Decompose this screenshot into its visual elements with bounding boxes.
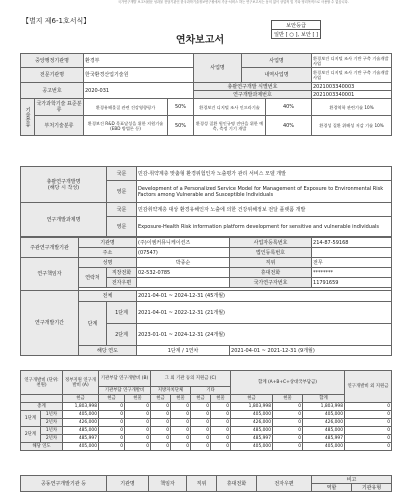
budget-cell-l2: 0 <box>171 419 191 427</box>
pi-name-label: 성명 <box>79 258 137 268</box>
budget-cell-l1: 0 <box>151 411 171 419</box>
budget-table <box>20 370 392 451</box>
budget-cell-l1: 0 <box>151 427 171 435</box>
h-cash-b: 현금 <box>99 395 125 403</box>
project-en-label: 영문 <box>107 217 137 237</box>
program-value: 환경보건 디지털 조사 기반 구축 기술개발사업 <box>312 54 392 68</box>
budget-cell-b1: 0 <box>99 435 125 443</box>
classification-side-label: 기술분류 <box>21 99 35 136</box>
researcher-no: 11791659 <box>312 278 392 288</box>
budget-total-header: 합계 (A+B+C+상대국부담금) <box>231 371 345 395</box>
budget-row <box>21 419 392 427</box>
budget-cell-t2: 0 <box>273 443 303 451</box>
budget-cell-t3: 405,000 <box>303 411 345 419</box>
period-total: 2021-04-01 ~ 2024-12-31 (45개월) <box>137 291 392 302</box>
project-ko: 민감취약계층 대상 환경유해인자 노출에 의한 건강위해정보 전달 플랫폼 개발 <box>137 203 392 217</box>
budget-cell-x: 0 <box>345 443 392 451</box>
budget-cell-l1: 0 <box>151 435 171 443</box>
agency-value: 한국환경산업기술원 <box>84 68 194 83</box>
budget-cell-b1: 0 <box>99 411 125 419</box>
national-class-2-pct: 40% <box>266 99 312 116</box>
email-label: 전자우편 <box>107 278 137 288</box>
contact-label: 연락처 <box>79 268 107 288</box>
notice-value: 2020-031 <box>84 83 194 99</box>
budget-etc-header: 기타 <box>191 387 231 395</box>
email <box>137 278 230 288</box>
budget-cell-e1: 0 <box>191 419 211 427</box>
budget-cell-t1: 426,000 <box>231 419 273 427</box>
budget-cell-l2: 0 <box>171 411 191 419</box>
budget-cell-t2: 0 <box>273 403 303 411</box>
copyright-notice: 국가연구개발 보고서원문 성과물 전담기관인 한국과학기술정보연구원에서 가공·서비스 하는 연구보고서는 동의 없이 상업적 및 기타 영리목적으로 사용할 수 없습니다. <box>118 0 349 4</box>
h-kind-b: 현물 <box>125 395 151 403</box>
budget-cell-b2: 0 <box>125 443 151 451</box>
biz-no: 214-87-59168 <box>312 238 392 248</box>
total-task-value: 2021003340003 <box>312 83 392 91</box>
ministry-value: 환경부 <box>84 54 194 68</box>
budget-cell-b2: 0 <box>125 403 151 411</box>
office-phone: 02-532-0785 <box>137 268 230 278</box>
national-class-label: 국가과학기술 표준분류 <box>35 99 84 116</box>
budget-year-cell: 해당 연도 <box>21 443 63 451</box>
budget-cell-t1: 1,803,998 <box>231 403 273 411</box>
period-label: 연구개발기간 <box>21 291 79 356</box>
budget-cell-x: 0 <box>345 435 392 443</box>
office-phone-label: 직장전화 <box>107 268 137 278</box>
budget-blank <box>21 395 63 403</box>
budget-cell-b1: 0 <box>99 427 125 435</box>
ministry-class-2-pct: 40% <box>266 116 312 136</box>
total-task-en: Development of a Personalized Service Model for Management of Exposure to Environmental Risk Factors among Vulnerable and Susceptible Individuals <box>137 181 392 203</box>
budget-cell-e2: 0 <box>211 427 231 435</box>
budget-group-cell: 2단계 <box>21 427 41 443</box>
joint-label: 공동연구개발기관 등 <box>21 476 107 492</box>
budget-cell-b2: 0 <box>125 419 151 427</box>
national-class-3: 환경역학 관련기술 10% <box>312 99 392 116</box>
budget-row <box>21 403 392 411</box>
org-name: (주)이엠커뮤니케이션즈 <box>137 238 230 248</box>
budget-group-cell: 총계 <box>21 403 63 411</box>
budget-cell-x: 0 <box>345 419 392 427</box>
mobile: ******** <box>312 268 392 278</box>
subprogram-label: 내역사업명 <box>242 68 312 83</box>
joint-col-position: 직위 <box>187 476 217 492</box>
year-period: 2021-04-01 ~ 2021-12-31 (9개월) <box>230 346 392 356</box>
task-label: 연구개발과제번호 <box>194 91 312 99</box>
budget-cell-t1: 485,997 <box>231 435 273 443</box>
budget-cell-t3: 405,000 <box>303 443 345 451</box>
joint-col-remark: 비고 <box>312 476 392 484</box>
national-class-1: 환경유해물질 관련 건강영향평가 <box>84 99 168 116</box>
joint-col-type: 기관유형 <box>352 484 392 492</box>
joint-col-lead: 책임자 <box>149 476 187 492</box>
budget-cell-t1: 405,000 <box>231 411 273 419</box>
ministry-class-label: 부처기술분류 <box>35 116 84 136</box>
budget-period-header: 연구개발비 (단위: 천원) <box>21 371 63 395</box>
budget-cell-t1: 485,000 <box>231 427 273 435</box>
budget-other-header: 그 외 기관 등의 지원금 (C) <box>151 371 231 387</box>
ministry-class-1: 환경보건 R&D 목표달성을 위한 지원기술(EBD 방법론 등) <box>84 116 168 136</box>
budget-cell-l2: 0 <box>171 443 191 451</box>
joint-col-role: 역할 <box>312 484 352 492</box>
budget-cell-a: 405,000 <box>63 411 99 419</box>
budget-cell-b1: 0 <box>99 443 125 451</box>
agency-label: 전문기관명 <box>21 68 84 83</box>
stage1-period: 2021-04-01 ~ 2022-12-31 (21개월) <box>137 302 392 324</box>
h-kind-l: 현물 <box>171 395 191 403</box>
budget-cell-l1: 0 <box>151 403 171 411</box>
budget-cell-b2: 0 <box>125 427 151 435</box>
pi-position-label: 직위 <box>230 258 312 268</box>
budget-cell-e2: 0 <box>211 443 231 451</box>
business-label: 사업명 <box>194 54 242 83</box>
overview-table <box>20 53 392 136</box>
budget-cell-x: 0 <box>345 403 392 411</box>
budget-inst-sub: 기관부담 연구개발비 <box>99 387 151 395</box>
budget-cell-t3: 485,000 <box>303 427 345 435</box>
budget-inst-header: 기관부담 연구개발비 (B) <box>99 371 151 387</box>
biz-no-label: 사업자등록번호 <box>230 238 312 248</box>
corp-no <box>312 248 392 258</box>
h-cash-e: 현금 <box>191 395 211 403</box>
corp-no-label: 법인등록번호 <box>230 248 312 258</box>
stage2-label: 2단계 <box>107 324 137 346</box>
org-label: 주관연구개발기관 <box>21 238 79 258</box>
budget-row <box>21 435 392 443</box>
task-value: 2021003340001 <box>312 91 392 99</box>
budget-year-cell: 1년차 <box>41 427 63 435</box>
budget-counter-header: 연구개발비 외 지원금 <box>345 371 392 403</box>
task-name-table <box>20 166 392 237</box>
h-kind-e: 현물 <box>211 395 231 403</box>
stage-label: 단계 <box>79 302 107 346</box>
budget-cell-a: 426,000 <box>63 419 99 427</box>
budget-cell-a: 1,803,998 <box>63 403 99 411</box>
budget-group-cell: 1단계 <box>21 411 41 427</box>
ministry-class-3: 환경성 질환 위해성 저감 기술 10% <box>312 116 392 136</box>
budget-cell-a: 485,000 <box>63 427 99 435</box>
budget-cell-t2: 0 <box>273 419 303 427</box>
org-pi-period-table <box>20 237 392 356</box>
budget-year-cell: 2년차 <box>41 419 63 427</box>
period-total-label: 전체 <box>79 291 137 302</box>
budget-cell-l1: 0 <box>151 443 171 451</box>
joint-col-mobile: 휴대전화 <box>217 476 257 492</box>
budget-cell-a: 485,997 <box>63 435 99 443</box>
ministry-class-2: 환경성 질환 원인규명 진단을 위한 예측, 측정 기기 개발 <box>194 116 266 136</box>
budget-row <box>21 427 392 435</box>
budget-cell-t2: 0 <box>273 411 303 419</box>
budget-cell-b2: 0 <box>125 435 151 443</box>
h-cash-a: 현금 <box>63 395 99 403</box>
budget-cell-e1: 0 <box>191 411 211 419</box>
budget-year-cell: 2년차 <box>41 435 63 443</box>
budget-cell-b1: 0 <box>99 403 125 411</box>
budget-cell-b2: 0 <box>125 411 151 419</box>
budget-cell-t3: 485,997 <box>303 435 345 443</box>
budget-cell-b1: 0 <box>99 419 125 427</box>
budget-cell-e1: 0 <box>191 403 211 411</box>
year-of: 1단계 / 1연차 <box>137 346 230 356</box>
budget-year-cell: 1년차 <box>41 411 63 419</box>
pi-label: 연구책임자 <box>21 258 79 291</box>
notice-label: 공고번호 <box>21 83 84 99</box>
budget-row <box>21 411 392 419</box>
subprogram-value: 환경보건 디지털 조사 기반 구축 기술개발사업 <box>312 68 392 83</box>
budget-cell-t2: 0 <box>273 435 303 443</box>
national-class-2: 환경보건 디지털 조사 인프라기술 <box>194 99 266 116</box>
total-task-label: 총괄연구개발 식별번호 <box>194 83 312 91</box>
budget-cell-e1: 0 <box>191 435 211 443</box>
budget-cell-t2: 0 <box>273 427 303 435</box>
budget-cell-e2: 0 <box>211 411 231 419</box>
pi-position: 전무 <box>312 258 392 268</box>
researcher-no-label: 국가연구자번호 <box>230 278 312 288</box>
security-level-box <box>271 20 321 39</box>
ministry-label: 중앙행정기관명 <box>21 54 84 68</box>
total-task-ko: 민감·취약계층 맞춤형 환경위험인자 노출평가 관리 서비스 모델 개발 <box>137 167 392 181</box>
project-name-label: 연구개발과제명 <box>21 203 107 237</box>
budget-local-header: 지방자치단체 <box>151 387 191 395</box>
joint-table <box>20 475 392 492</box>
national-class-1-pct: 50% <box>168 99 194 116</box>
budget-cell-l1: 0 <box>151 419 171 427</box>
h-kind-t: 현물 <box>273 395 303 403</box>
budget-cell-e2: 0 <box>211 435 231 443</box>
budget-cell-a: 405,000 <box>63 443 99 451</box>
budget-cell-l2: 0 <box>171 403 191 411</box>
h-sum-t: 합계 <box>303 395 345 403</box>
mobile-label: 휴대전화 <box>230 268 312 278</box>
total-ko-label: 국문 <box>107 167 137 181</box>
program-label: 사업명 <box>242 54 312 68</box>
page-title: 연차보고서 <box>175 35 225 46</box>
pi-name: 박종순 <box>137 258 230 268</box>
org-name-label: 기관명 <box>79 238 137 248</box>
joint-col-email: 전자우편 <box>257 476 312 492</box>
budget-cell-t3: 426,000 <box>303 419 345 427</box>
total-task-name-label: 총괄연구개발명 (해당 시 작성) <box>21 167 107 203</box>
budget-cell-t1: 405,000 <box>231 443 273 451</box>
budget-cell-l2: 0 <box>171 435 191 443</box>
budget-cell-e2: 0 <box>211 403 231 411</box>
project-ko-label: 국문 <box>107 203 137 217</box>
budget-cell-x: 0 <box>345 411 392 419</box>
h-cash-l: 현금 <box>151 395 171 403</box>
security-label: 보안등급 <box>272 21 321 30</box>
addr-label: 주소 <box>79 248 137 258</box>
budget-cell-e1: 0 <box>191 443 211 451</box>
total-en-label: 영문 <box>107 181 137 203</box>
ministry-class-1-pct: 50% <box>168 116 194 136</box>
budget-cell-t3: 1,803,998 <box>303 403 345 411</box>
year-label: 해당 연도 <box>79 346 137 356</box>
budget-cell-l2: 0 <box>171 427 191 435</box>
budget-gov-header: 정부지원 연구개발비 (A) <box>63 371 99 395</box>
budget-cell-e1: 0 <box>191 427 211 435</box>
budget-cell-e2: 0 <box>211 419 231 427</box>
h-cash-t: 현금 <box>231 395 273 403</box>
stage1-label: 1단계 <box>107 302 137 324</box>
security-options: 일반 [ ○ ], 보안 [ ] <box>272 30 321 39</box>
joint-col-name: 기관명 <box>107 476 149 492</box>
addr: (07547) <box>137 248 230 258</box>
form-number: 【별지 제6-1호서식】 <box>22 17 91 25</box>
project-en: Exposure-Health Risk information platform development for sensitive and vulnerable individuals <box>137 217 392 237</box>
budget-cell-x: 0 <box>345 427 392 435</box>
stage2-period: 2023-01-01 ~ 2024-12-31 (24개월) <box>137 324 392 346</box>
budget-row <box>21 443 392 451</box>
